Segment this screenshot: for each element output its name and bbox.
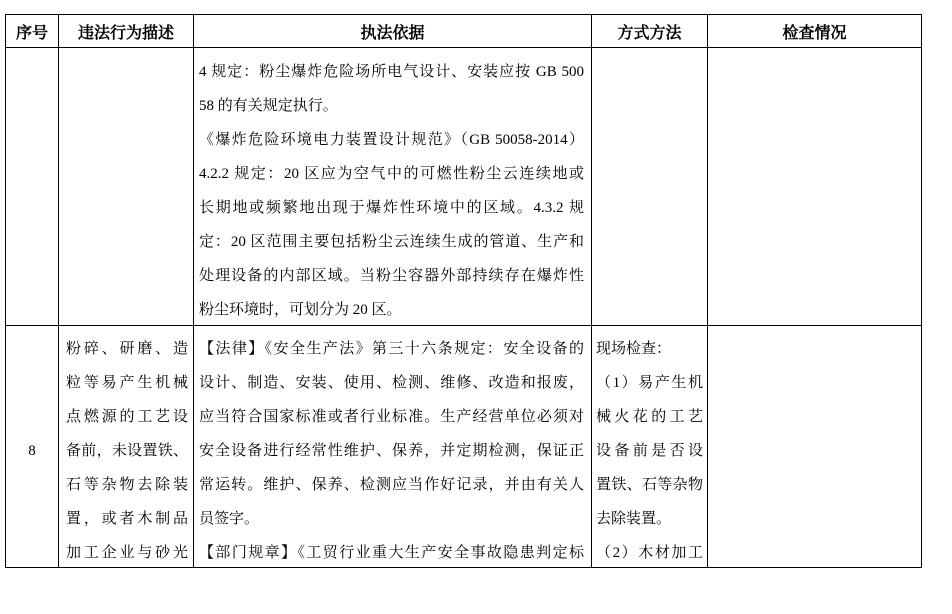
cell-legal-basis (194, 326, 592, 568)
cell-violation-description (59, 48, 194, 326)
text-line: 4 规定：粉尘爆炸危险场所电气设计、安装应按 GB 500 (199, 64, 584, 80)
text-line: 【法律】《安全生产法》第三十六条规定：安全设备的 (199, 341, 584, 357)
text-line: 置铁、石等杂物 (596, 477, 703, 493)
header-method: 方式方法 (592, 15, 708, 48)
text-line: 应当符合国家标准或者行业标准。生产经营单位必须对 (199, 409, 584, 425)
cell-violation-description (59, 326, 194, 568)
text-line: 【部门规章】《工贸行业重大生产安全事故隐患判定标 (199, 545, 584, 561)
text-line: 粉碎、研磨、造 (66, 341, 188, 357)
text-line: （1）易产生机 (596, 375, 703, 391)
text-line: 4.2.2 规定：20 区应为空气中的可燃性粉尘云连续地或 (199, 166, 584, 182)
text-line: 粒等易产生机械 (66, 375, 188, 391)
text-line: 现场检查： (596, 341, 672, 357)
header-number: 序号 (6, 15, 59, 48)
text-line: 点燃源的工艺设 (66, 409, 188, 425)
text-line: 设计、制造、安装、使用、检测、维修、改造和报废， (199, 375, 584, 391)
text-line: 备前，未设置铁、 (66, 443, 188, 459)
text-line: 械火花的工艺 (596, 409, 703, 425)
text-line: （2）木材加工 (596, 545, 703, 561)
text-line: 长期地或频繁地出现于爆炸性环境中的区域。4.3.2 规 (199, 200, 584, 216)
cell-number (6, 48, 59, 326)
text-line: 常运转。维护、保养、检测应当作好记录，并由有关人 (199, 477, 584, 493)
cell-legal-basis (194, 48, 592, 326)
header-violation-description: 违法行为描述 (59, 15, 194, 48)
text-line: 员签字。 (199, 511, 260, 527)
text-line: 设备前是否设 (596, 443, 703, 459)
text-line: 定：20 区范围主要包括粉尘云连续生成的管道、生产和 (199, 234, 584, 250)
text-line: 去除装置。 (596, 511, 672, 527)
cell-inspection-result (708, 326, 922, 568)
cell-number (6, 326, 59, 568)
header-inspection-result: 检查情况 (708, 15, 922, 48)
cell-method (592, 326, 708, 568)
row-number: 8 (28, 443, 36, 459)
text-line: 《爆炸危险环境电力装置设计规范》（GB 50058-2014） (199, 132, 584, 148)
text-line: 置，或者木制品 (66, 511, 188, 527)
text-line: 石等杂物去除装 (66, 477, 188, 493)
header-legal-basis: 执法依据 (194, 15, 592, 48)
text-line: 安全设备进行经常性维护、保养，并定期检测，保证正 (199, 443, 584, 459)
text-line: 粉尘环境时，可划分为 20 区。 (199, 302, 402, 318)
cell-method (592, 48, 708, 326)
inspection-table (5, 14, 922, 568)
text-line: 58 的有关规定执行。 (199, 98, 338, 114)
cell-inspection-result (708, 48, 922, 326)
text-line: 处理设备的内部区域。当粉尘容器外部持续存在爆炸性 (199, 268, 584, 284)
text-line: 加工企业与砂光 (66, 545, 188, 561)
